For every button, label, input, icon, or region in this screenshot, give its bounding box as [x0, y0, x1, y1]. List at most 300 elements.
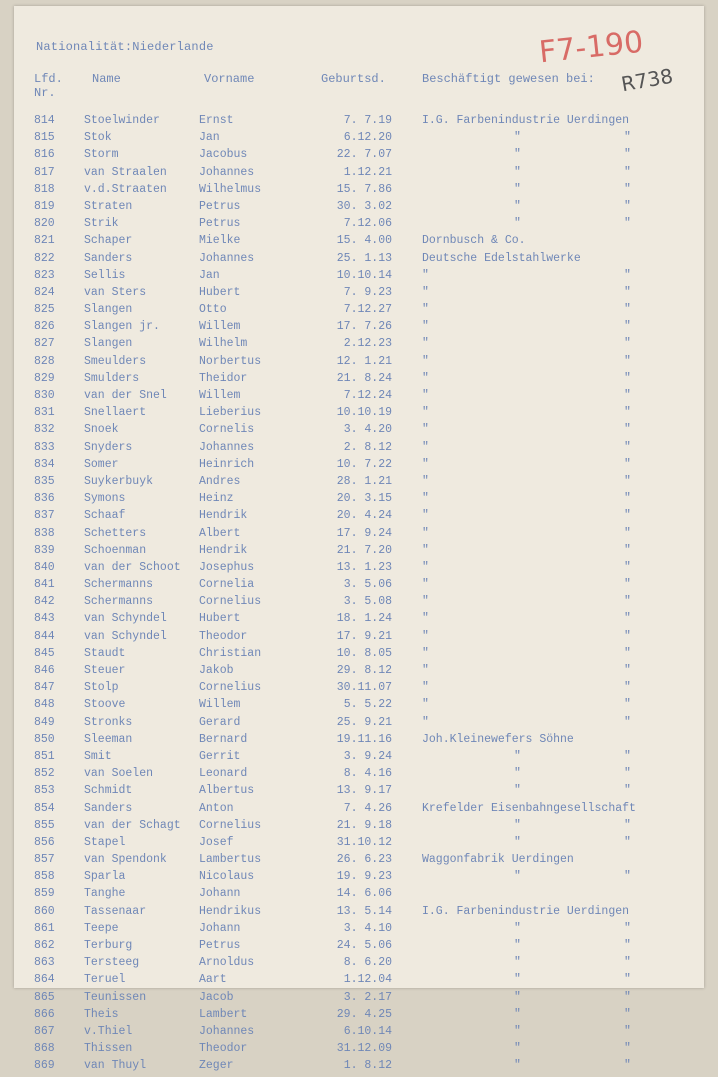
- cell-ditto-2: ": [624, 165, 631, 179]
- cell-employer: ": [422, 371, 429, 385]
- cell-lfd-nr: 837: [34, 509, 55, 523]
- cell-name: van der Schoot: [84, 560, 181, 574]
- cell-name: Snoek: [84, 423, 119, 437]
- cell-lfd-nr: 817: [34, 165, 55, 179]
- table-row: [14, 750, 704, 767]
- cell-geburtsdatum: 31.12.09: [336, 1042, 392, 1056]
- cell-vorname: Theodor: [199, 1042, 248, 1056]
- cell-geburtsdatum: 3. 4.20: [343, 423, 392, 437]
- table-row: [14, 681, 704, 698]
- table-row: [14, 114, 704, 131]
- cell-name: Sanders: [84, 801, 133, 815]
- table-row: [14, 389, 704, 406]
- cell-vorname: Otto: [199, 303, 227, 317]
- cell-vorname: Gerrit: [199, 749, 241, 763]
- cell-ditto-2: ": [624, 543, 631, 557]
- cell-employer: ": [422, 595, 429, 609]
- table-row: [14, 269, 704, 286]
- cell-vorname: Willem: [199, 389, 241, 402]
- cell-ditto-2: ": [624, 131, 631, 145]
- cell-ditto-2: ": [624, 939, 631, 952]
- cell-employer: ": [422, 457, 429, 471]
- cell-ditto-2: ": [624, 578, 631, 592]
- table-row: [14, 217, 704, 234]
- cell-name: Schmidt: [84, 784, 133, 798]
- cell-vorname: Lambert: [199, 1007, 248, 1021]
- table-row: [14, 252, 704, 269]
- cell-lfd-nr: 824: [34, 285, 55, 299]
- cell-employer: ": [422, 664, 429, 677]
- cell-employer: ": [422, 492, 429, 506]
- cell-lfd-nr: 821: [34, 234, 55, 248]
- cell-geburtsdatum: 2. 8.12: [343, 440, 392, 454]
- cell-vorname: Jacob: [199, 990, 234, 1004]
- cell-geburtsdatum: 8. 4.16: [343, 767, 392, 781]
- cell-lfd-nr: 814: [34, 114, 55, 127]
- cell-name: van Schyndel: [84, 629, 167, 643]
- cell-geburtsdatum: 30. 3.02: [336, 199, 392, 213]
- cell-ditto-2: ": [624, 646, 631, 660]
- cell-employer: ": [422, 268, 429, 282]
- cell-vorname: Petrus: [199, 217, 241, 231]
- table-row: [14, 234, 704, 251]
- cell-lfd-nr: 860: [34, 904, 55, 918]
- cell-name: Sleeman: [84, 732, 133, 746]
- cell-lfd-nr: 847: [34, 681, 55, 695]
- cell-vorname: Jacobus: [199, 148, 248, 162]
- cell-ditto-2: ": [624, 199, 631, 213]
- cell-ditto-2: ": [624, 526, 631, 540]
- table-row: [14, 406, 704, 423]
- cell-lfd-nr: 852: [34, 767, 55, 781]
- cell-ditto-2: ": [624, 612, 631, 626]
- cell-vorname: Zeger: [199, 1059, 234, 1073]
- cell-lfd-nr: 851: [34, 749, 55, 763]
- cell-ditto-2: ": [624, 664, 631, 677]
- cell-geburtsdatum: 8. 6.20: [343, 956, 392, 970]
- cell-name: Stolp: [84, 681, 119, 695]
- cell-lfd-nr: 856: [34, 835, 55, 849]
- table-row: [14, 802, 704, 819]
- table-row: [14, 767, 704, 784]
- cell-geburtsdatum: 14. 6.06: [336, 887, 392, 901]
- cell-vorname: Jakob: [199, 664, 234, 677]
- cell-employer: ": [422, 303, 429, 317]
- cell-name: Schermanns: [84, 578, 154, 592]
- cell-ditto-1: ": [514, 1059, 521, 1073]
- cell-lfd-nr: 867: [34, 1024, 55, 1038]
- cell-vorname: Arnoldus: [199, 956, 255, 970]
- cell-ditto-1: ": [514, 921, 521, 935]
- cell-geburtsdatum: 10. 7.22: [336, 457, 392, 471]
- cell-employer: Waggonfabrik Uerdingen: [422, 853, 574, 867]
- cell-name: Straten: [84, 199, 133, 213]
- cell-employer: ": [422, 646, 429, 660]
- table-row: [14, 716, 704, 733]
- cell-name: Teruel: [84, 973, 126, 987]
- cell-employer: ": [422, 354, 429, 368]
- table-row: [14, 509, 704, 526]
- cell-lfd-nr: 841: [34, 578, 55, 592]
- cell-employer: Deutsche Edelstahlwerke: [422, 251, 581, 265]
- cell-ditto-1: ": [514, 939, 521, 952]
- cell-geburtsdatum: 29. 8.12: [336, 664, 392, 677]
- cell-geburtsdatum: 3. 4.10: [343, 921, 392, 935]
- cell-geburtsdatum: 7.12.06: [343, 217, 392, 231]
- cell-ditto-2: ": [624, 870, 631, 884]
- cell-vorname: Johannes: [199, 440, 255, 454]
- cell-ditto-1: ": [514, 818, 521, 832]
- table-row: [14, 698, 704, 715]
- table-row: [14, 475, 704, 492]
- cell-ditto-1: ": [514, 767, 521, 781]
- cell-ditto-2: ": [624, 784, 631, 798]
- cell-employer: Joh.Kleinewefers Söhne: [422, 732, 574, 746]
- cell-employer: ": [422, 389, 429, 402]
- cell-geburtsdatum: 5. 5.22: [343, 698, 392, 712]
- cell-ditto-2: ": [624, 148, 631, 162]
- cell-vorname: Johannes: [199, 165, 255, 179]
- cell-vorname: Hendrik: [199, 543, 248, 557]
- cell-name: Theis: [84, 1007, 119, 1021]
- table-row: [14, 492, 704, 509]
- cell-ditto-2: ": [624, 629, 631, 643]
- table-row: [14, 595, 704, 612]
- cell-ditto-1: ": [514, 956, 521, 970]
- table-row: [14, 441, 704, 458]
- cell-lfd-nr: 842: [34, 595, 55, 609]
- cell-lfd-nr: 843: [34, 612, 55, 626]
- cell-vorname: Hubert: [199, 612, 241, 626]
- cell-geburtsdatum: 10. 8.05: [336, 646, 392, 660]
- cell-vorname: Johann: [199, 921, 241, 935]
- table-row: [14, 423, 704, 440]
- table-row: [14, 647, 704, 664]
- cell-name: van der Snel: [84, 389, 167, 402]
- cell-employer: ": [422, 560, 429, 574]
- cell-lfd-nr: 834: [34, 457, 55, 471]
- cell-lfd-nr: 845: [34, 646, 55, 660]
- cell-lfd-nr: 864: [34, 973, 55, 987]
- table-row: [14, 1042, 704, 1059]
- cell-vorname: Hendrik: [199, 509, 248, 523]
- cell-geburtsdatum: 3. 9.24: [343, 749, 392, 763]
- cell-employer: ": [422, 337, 429, 351]
- cell-vorname: Cornelius: [199, 681, 262, 695]
- cell-lfd-nr: 832: [34, 423, 55, 437]
- cell-ditto-2: ": [624, 303, 631, 317]
- table-row: [14, 544, 704, 561]
- cell-ditto-2: ": [624, 337, 631, 351]
- cell-name: van der Schagt: [84, 818, 181, 832]
- cell-name: Sparla: [84, 870, 126, 884]
- cell-geburtsdatum: 6.12.20: [343, 131, 392, 145]
- cell-ditto-2: ": [624, 990, 631, 1004]
- table-row: [14, 148, 704, 165]
- table-row: [14, 1059, 704, 1076]
- cell-ditto-2: ": [624, 440, 631, 454]
- table-row: [14, 991, 704, 1008]
- cell-ditto-2: ": [624, 715, 631, 729]
- cell-geburtsdatum: 18. 1.24: [336, 612, 392, 626]
- cell-name: Stoelwinder: [84, 114, 160, 127]
- cell-lfd-nr: 854: [34, 801, 55, 815]
- cell-geburtsdatum: 7.12.24: [343, 389, 392, 402]
- cell-ditto-2: ": [624, 492, 631, 506]
- cell-lfd-nr: 861: [34, 921, 55, 935]
- cell-lfd-nr: 829: [34, 371, 55, 385]
- cell-lfd-nr: 855: [34, 818, 55, 832]
- cell-geburtsdatum: 17. 7.26: [336, 320, 392, 334]
- cell-vorname: Jan: [199, 131, 220, 145]
- cell-geburtsdatum: 29. 4.25: [336, 1007, 392, 1021]
- cell-vorname: Josef: [199, 835, 234, 849]
- cell-ditto-2: ": [624, 560, 631, 574]
- cell-geburtsdatum: 15. 4.00: [336, 234, 392, 248]
- cell-geburtsdatum: 10.10.14: [336, 268, 392, 282]
- cell-vorname: Josephus: [199, 560, 255, 574]
- cell-name: Tanghe: [84, 887, 126, 901]
- cell-vorname: Anton: [199, 801, 234, 815]
- cell-lfd-nr: 850: [34, 732, 55, 746]
- cell-geburtsdatum: 21. 9.18: [336, 818, 392, 832]
- cell-geburtsdatum: 30.11.07: [336, 681, 392, 695]
- cell-geburtsdatum: 20. 4.24: [336, 509, 392, 523]
- cell-employer: ": [422, 715, 429, 729]
- cell-ditto-1: ": [514, 973, 521, 987]
- cell-lfd-nr: 846: [34, 664, 55, 677]
- cell-vorname: Norbertus: [199, 354, 262, 368]
- cell-name: Stoove: [84, 698, 126, 712]
- cell-vorname: Cornelius: [199, 595, 262, 609]
- cell-name: Tersteeg: [84, 956, 140, 970]
- cell-lfd-nr: 828: [34, 354, 55, 368]
- cell-name: van Spendonk: [84, 853, 167, 867]
- cell-employer: I.G. Farbenindustrie Uerdingen: [422, 904, 630, 918]
- cell-name: Stronks: [84, 715, 133, 729]
- cell-vorname: Christian: [199, 646, 262, 660]
- cell-lfd-nr: 833: [34, 440, 55, 454]
- cell-geburtsdatum: 1.12.04: [343, 973, 392, 987]
- nationality-heading: Nationalität:Niederlande: [36, 40, 214, 54]
- cell-geburtsdatum: 6.10.14: [343, 1024, 392, 1038]
- cell-ditto-1: ": [514, 870, 521, 884]
- cell-name: Symons: [84, 492, 126, 506]
- cell-lfd-nr: 823: [34, 268, 55, 282]
- cell-ditto-2: ": [624, 956, 631, 970]
- cell-ditto-2: ": [624, 320, 631, 334]
- cell-geburtsdatum: 7. 4.26: [343, 801, 392, 815]
- table-row: [14, 1025, 704, 1042]
- cell-ditto-1: ": [514, 1007, 521, 1021]
- cell-ditto-2: ": [624, 681, 631, 695]
- cell-ditto-2: ": [624, 285, 631, 299]
- table-row: [14, 853, 704, 870]
- cell-name: Stapel: [84, 835, 126, 849]
- cell-employer: ": [422, 440, 429, 454]
- cell-employer: ": [422, 543, 429, 557]
- table-row: [14, 664, 704, 681]
- cell-name: Sanders: [84, 251, 133, 265]
- cell-employer: ": [422, 474, 429, 488]
- header-nr: Nr.: [34, 86, 56, 100]
- cell-ditto-1: ": [514, 217, 521, 231]
- cell-ditto-2: ": [624, 217, 631, 231]
- cell-vorname: Jan: [199, 268, 220, 282]
- cell-name: Smeulders: [84, 354, 147, 368]
- cell-geburtsdatum: 17. 9.24: [336, 526, 392, 540]
- table-row: [14, 836, 704, 853]
- cell-ditto-2: ": [624, 749, 631, 763]
- cell-vorname: Wilhelmus: [199, 182, 262, 196]
- cell-employer: ": [422, 578, 429, 592]
- table-row: [14, 784, 704, 801]
- table-row: [14, 905, 704, 922]
- cell-ditto-2: ": [624, 389, 631, 402]
- cell-ditto-1: ": [514, 835, 521, 849]
- cell-name: Schetters: [84, 526, 147, 540]
- cell-ditto-1: ": [514, 148, 521, 162]
- cell-lfd-nr: 835: [34, 474, 55, 488]
- cell-employer: ": [422, 612, 429, 626]
- header-name: Name: [92, 72, 121, 86]
- cell-ditto-2: ": [624, 973, 631, 987]
- header-vorname: Vorname: [204, 72, 255, 86]
- table-row: [14, 561, 704, 578]
- cell-name: Snellaert: [84, 406, 147, 420]
- cell-vorname: Wilhelm: [199, 337, 248, 351]
- document-page: [14, 6, 704, 1073]
- cell-geburtsdatum: 15. 7.86: [336, 182, 392, 196]
- cell-lfd-nr: 816: [34, 148, 55, 162]
- cell-ditto-2: ": [624, 423, 631, 437]
- cell-name: Slangen: [84, 303, 133, 317]
- cell-lfd-nr: 822: [34, 251, 55, 265]
- cell-vorname: Leonard: [199, 767, 248, 781]
- cell-lfd-nr: 836: [34, 492, 55, 506]
- cell-employer: Krefelder Eisenbahngesellschaft: [422, 801, 636, 815]
- table-row: [14, 131, 704, 148]
- cell-vorname: Andres: [199, 474, 241, 488]
- cell-vorname: Ernst: [199, 114, 234, 127]
- cell-ditto-1: ": [514, 182, 521, 196]
- cell-lfd-nr: 820: [34, 217, 55, 231]
- cell-geburtsdatum: 7.12.27: [343, 303, 392, 317]
- cell-lfd-nr: 865: [34, 990, 55, 1004]
- cell-lfd-nr: 819: [34, 199, 55, 213]
- cell-name: v.Thiel: [84, 1024, 133, 1038]
- table-row: [14, 922, 704, 939]
- table-row: [14, 612, 704, 629]
- cell-geburtsdatum: 31.10.12: [336, 835, 392, 849]
- cell-name: Schaper: [84, 234, 133, 248]
- cell-vorname: Petrus: [199, 199, 241, 213]
- cell-ditto-2: ": [624, 182, 631, 196]
- cell-lfd-nr: 815: [34, 131, 55, 145]
- cell-employer: ": [422, 629, 429, 643]
- cell-geburtsdatum: 2.12.23: [343, 337, 392, 351]
- cell-lfd-nr: 844: [34, 629, 55, 643]
- cell-name: Stok: [84, 131, 112, 145]
- cell-name: Terburg: [84, 939, 133, 952]
- cell-vorname: Theidor: [199, 371, 248, 385]
- cell-employer: ": [422, 526, 429, 540]
- cell-lfd-nr: 840: [34, 560, 55, 574]
- cell-employer: I.G. Farbenindustrie Uerdingen: [422, 114, 630, 127]
- cell-ditto-2: ": [624, 835, 631, 849]
- cell-ditto-1: ": [514, 1024, 521, 1038]
- cell-employer: ": [422, 320, 429, 334]
- cell-name: Schermanns: [84, 595, 154, 609]
- cell-geburtsdatum: 13. 9.17: [336, 784, 392, 798]
- cell-name: van Soelen: [84, 767, 154, 781]
- cell-geburtsdatum: 25. 9.21: [336, 715, 392, 729]
- cell-ditto-1: ": [514, 749, 521, 763]
- cell-geburtsdatum: 1. 8.12: [343, 1059, 392, 1073]
- table-row: [14, 183, 704, 200]
- table-row: [14, 166, 704, 183]
- cell-vorname: Cornelia: [199, 578, 255, 592]
- cell-name: van Sters: [84, 285, 147, 299]
- table-row: [14, 458, 704, 475]
- table-row: [14, 973, 704, 990]
- cell-vorname: Lieberius: [199, 406, 262, 420]
- cell-geburtsdatum: 21. 8.24: [336, 371, 392, 385]
- cell-name: Smulders: [84, 371, 140, 385]
- cell-geburtsdatum: 13. 1.23: [336, 560, 392, 574]
- table-row: [14, 320, 704, 337]
- cell-employer: ": [422, 285, 429, 299]
- cell-lfd-nr: 862: [34, 939, 55, 952]
- cell-name: van Thuyl: [84, 1059, 147, 1073]
- cell-geburtsdatum: 10.10.19: [336, 406, 392, 420]
- cell-name: van Straalen: [84, 165, 167, 179]
- cell-name: Slangen: [84, 337, 133, 351]
- cell-name: Sellis: [84, 268, 126, 282]
- cell-vorname: Bernard: [199, 732, 248, 746]
- cell-ditto-2: ": [624, 595, 631, 609]
- cell-employer: ": [422, 698, 429, 712]
- cell-lfd-nr: 849: [34, 715, 55, 729]
- cell-lfd-nr: 830: [34, 389, 55, 402]
- cell-ditto-2: ": [624, 1024, 631, 1038]
- cell-ditto-1: ": [514, 131, 521, 145]
- cell-vorname: Johann: [199, 887, 241, 901]
- cell-ditto-1: ": [514, 199, 521, 213]
- cell-lfd-nr: 853: [34, 784, 55, 798]
- cell-geburtsdatum: 1.12.21: [343, 165, 392, 179]
- cell-lfd-nr: 827: [34, 337, 55, 351]
- handwritten-reference-secondary: R738: [619, 63, 675, 97]
- header-geburtsdatum: Geburtsd.: [321, 72, 386, 86]
- cell-vorname: Cornelis: [199, 423, 255, 437]
- cell-employer: ": [422, 406, 429, 420]
- cell-vorname: Cornelius: [199, 818, 262, 832]
- cell-vorname: Hendrikus: [199, 904, 262, 918]
- cell-geburtsdatum: 3. 2.17: [343, 990, 392, 1004]
- cell-lfd-nr: 859: [34, 887, 55, 901]
- cell-lfd-nr: 838: [34, 526, 55, 540]
- cell-name: Staudt: [84, 646, 126, 660]
- table-row: [14, 1008, 704, 1025]
- cell-ditto-2: ": [624, 474, 631, 488]
- table-row: [14, 956, 704, 973]
- cell-ditto-2: ": [624, 1042, 631, 1056]
- cell-vorname: Albertus: [199, 784, 255, 798]
- cell-lfd-nr: 831: [34, 406, 55, 420]
- cell-ditto-1: ": [514, 1042, 521, 1056]
- cell-name: v.d.Straaten: [84, 182, 167, 196]
